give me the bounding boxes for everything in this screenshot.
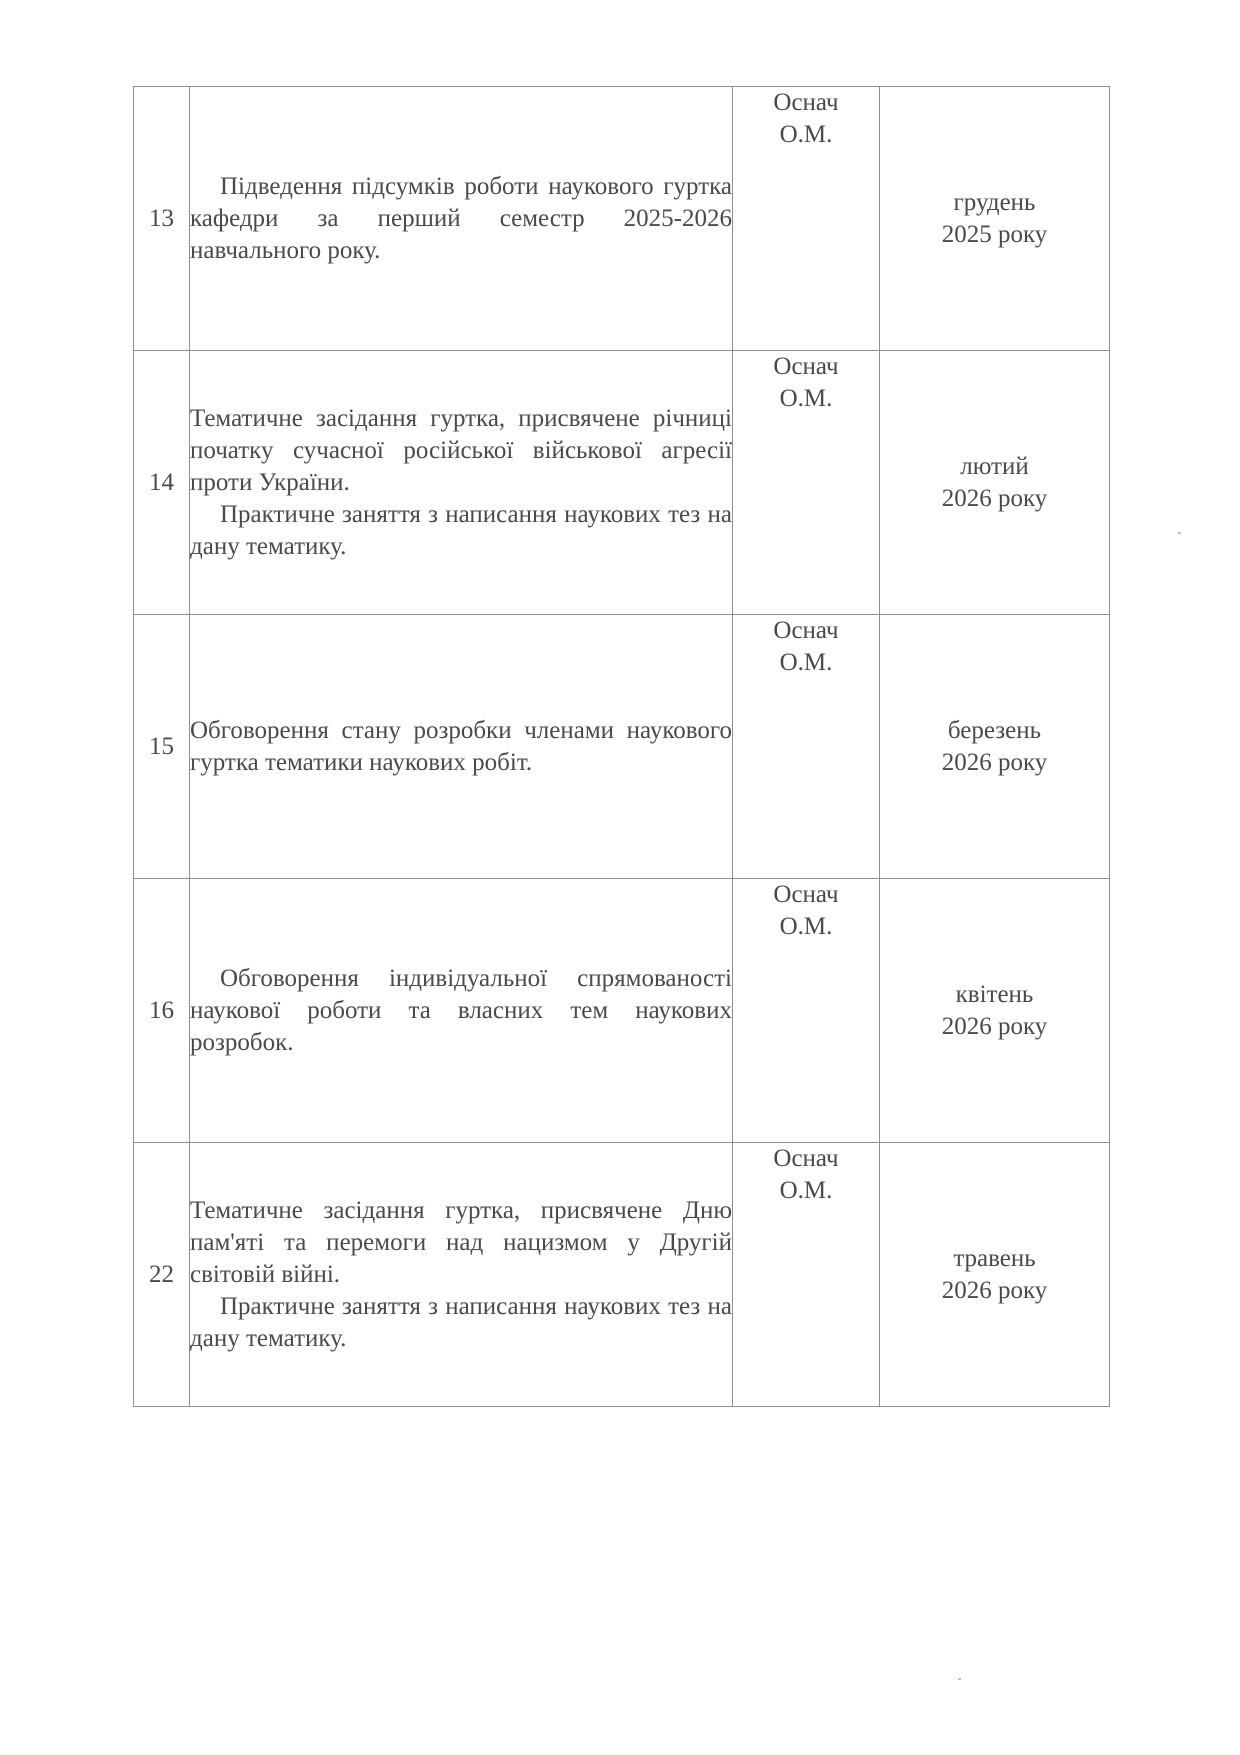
- activity-date: [880, 87, 1110, 351]
- scan-speck: [958, 1678, 961, 1680]
- row-number: 22: [134, 1143, 190, 1407]
- date-year: 2026 року: [941, 484, 1048, 512]
- table-row: [134, 351, 1110, 615]
- activity-date: [880, 351, 1110, 615]
- date-month: травень: [953, 1244, 1036, 1272]
- date-month: березень: [947, 716, 1042, 744]
- activity-paragraph: Тематичне засідання гуртка, присвячене річниці початку сучасної російської військової агресії проти України.: [190, 404, 732, 496]
- date-year: 2026 року: [941, 1012, 1048, 1040]
- responsible-person: [733, 87, 880, 351]
- activity-description: [190, 879, 733, 1143]
- date-month: лютий: [960, 452, 1029, 480]
- date-year: 2025 року: [941, 220, 1048, 248]
- responsible-initials: О.М.: [779, 913, 833, 940]
- responsible-surname: Оснач: [773, 617, 839, 644]
- activity-paragraph: Обговорення стану розробки членами наукового гуртка тематики наукових робіт.: [190, 716, 732, 776]
- activity-paragraph: Практичне заняття з написання наукових тез на дану тематику.: [190, 1292, 732, 1352]
- responsible-surname: Оснач: [773, 353, 839, 380]
- responsible-initials: О.М.: [779, 385, 833, 412]
- table-row: [134, 615, 1110, 879]
- activity-date: [880, 615, 1110, 879]
- row-number: 13: [134, 87, 190, 351]
- responsible-surname: Оснач: [773, 881, 839, 908]
- row-number: 16: [134, 879, 190, 1143]
- activity-description: [190, 351, 733, 615]
- activity-plan-body: [134, 87, 1110, 1407]
- responsible-initials: О.М.: [779, 1177, 833, 1204]
- date-year: 2026 року: [941, 1276, 1048, 1304]
- activity-description: [190, 615, 733, 879]
- responsible-initials: О.М.: [779, 649, 833, 676]
- responsible-person: [733, 879, 880, 1143]
- activity-description: [190, 1143, 733, 1407]
- responsible-person: [733, 615, 880, 879]
- responsible-person: [733, 1143, 880, 1407]
- activity-paragraph: Практичне заняття з написання наукових тез на дану тематику.: [190, 500, 732, 560]
- table-row: [134, 1143, 1110, 1407]
- scan-speck: [1178, 532, 1181, 534]
- responsible-person: [733, 351, 880, 615]
- activity-date: [880, 1143, 1110, 1407]
- activity-description: [190, 87, 733, 351]
- activity-plan-table: [133, 86, 1110, 1407]
- activity-paragraph: Тематичне засідання гуртка, присвячене Дню пам'яті та перемоги над нацизмом у Другій світовій війні.: [190, 1196, 732, 1288]
- row-number: 14: [134, 351, 190, 615]
- activity-paragraph: Обговорення індивідуальної спрямованості наукової роботи та власних тем наукових розробок.: [190, 964, 732, 1056]
- row-number: 15: [134, 615, 190, 879]
- table-row: [134, 87, 1110, 351]
- activity-paragraph: Підведення підсумків роботи наукового гуртка кафедри за перший семестр 2025-2026 навчального року.: [190, 172, 732, 264]
- responsible-initials: О.М.: [779, 121, 833, 148]
- date-month: квітень: [955, 980, 1034, 1008]
- activity-date: [880, 879, 1110, 1143]
- date-year: 2026 року: [941, 748, 1048, 776]
- responsible-surname: Оснач: [773, 89, 839, 116]
- responsible-surname: Оснач: [773, 1145, 839, 1172]
- date-month: грудень: [953, 188, 1036, 216]
- table-row: [134, 879, 1110, 1143]
